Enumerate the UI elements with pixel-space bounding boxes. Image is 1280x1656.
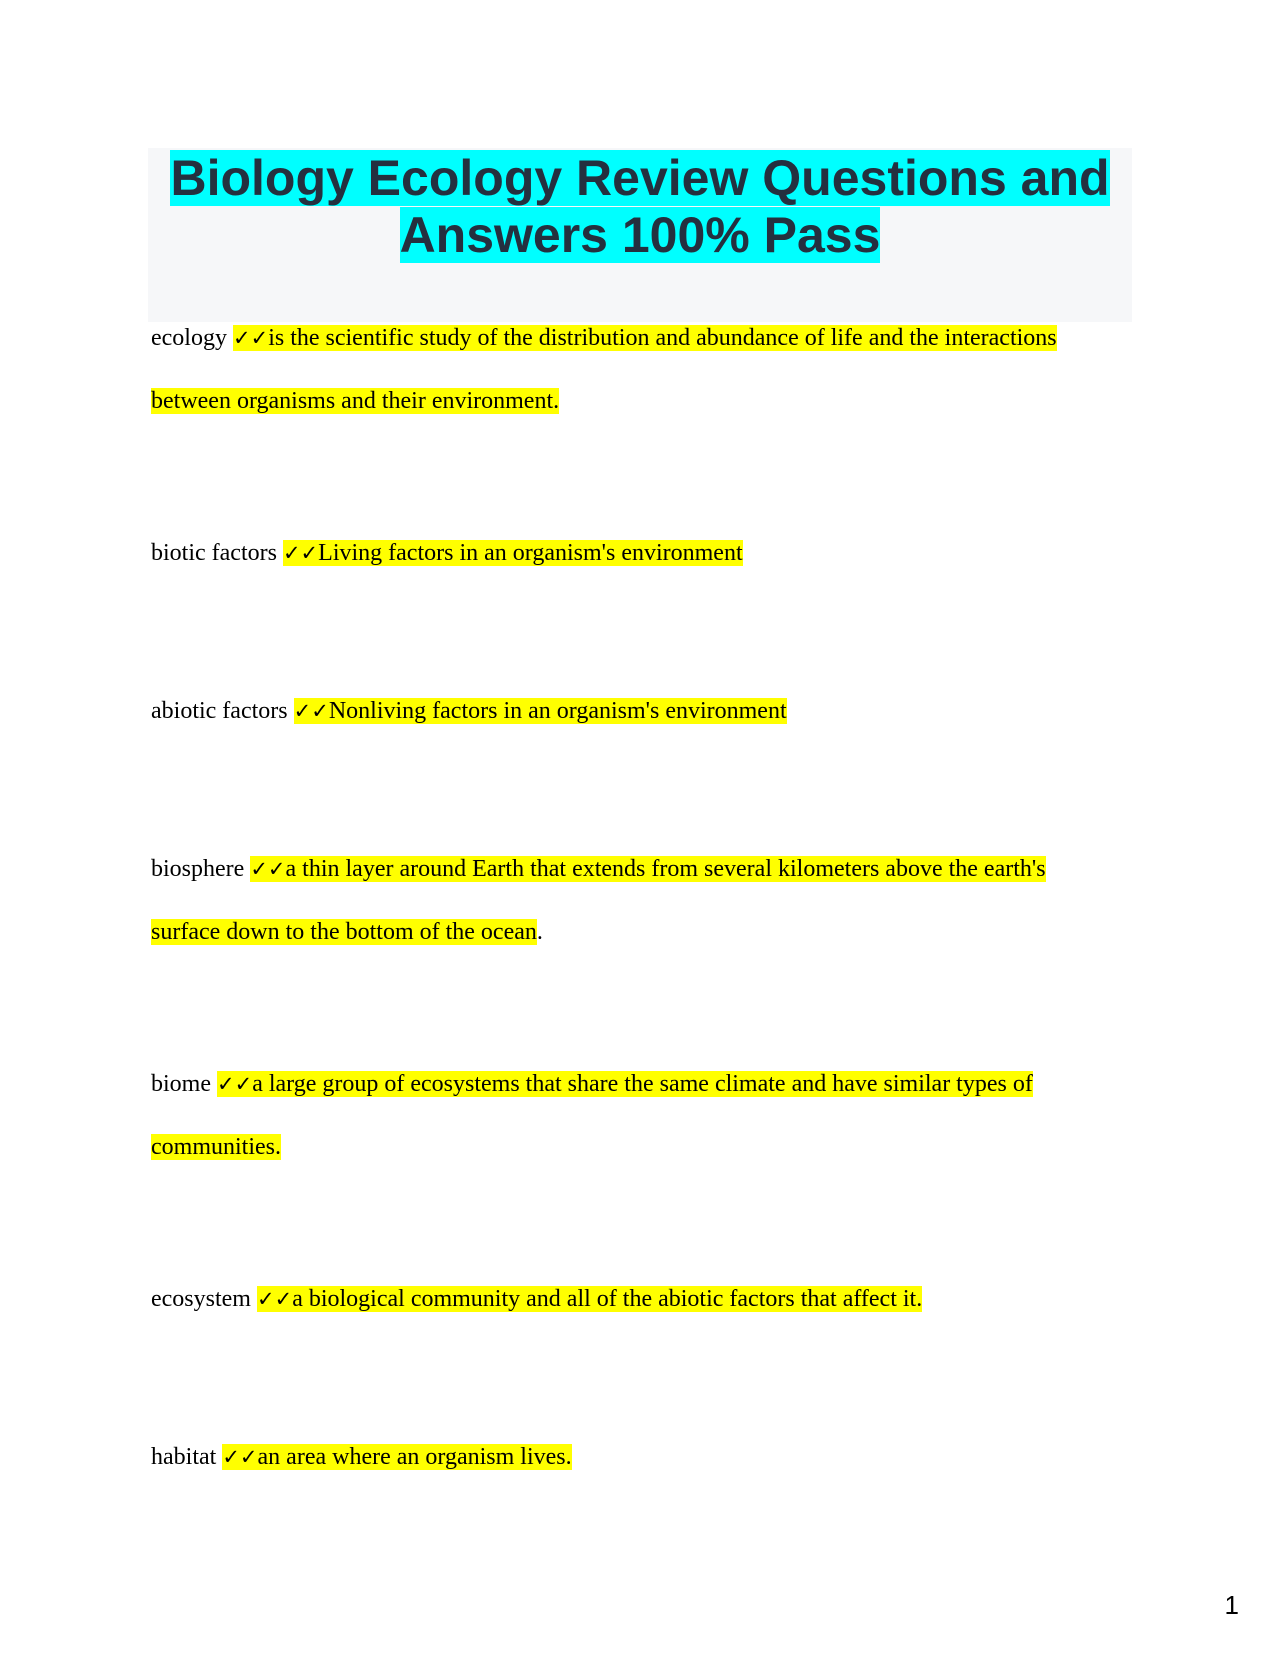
entry-habitat [151, 1426, 1111, 1489]
double-check-icon: ✓✓ [256, 1287, 293, 1311]
definition: ✓✓Nonliving factors in an organism's environment [293, 698, 787, 724]
entry-abiotic-factors [151, 680, 1111, 743]
entry-biotic-factors [151, 522, 1111, 585]
term: ecosystem [151, 1286, 251, 1312]
entry-biosphere: biosphere ✓✓a thin layer around Earth that extends from several kilometers above the earth's surface down to the bottom of the ocean. [151, 856, 1046, 945]
document-title [148, 150, 1132, 264]
term: abiotic factors [151, 698, 288, 724]
term: biotic factors [151, 540, 277, 566]
term: biosphere [151, 856, 245, 882]
entry-ecosystem [151, 1268, 1111, 1331]
double-check-icon: ✓✓ [217, 1072, 253, 1096]
definition: ✓✓Living factors in an organism's environment [282, 540, 743, 566]
definition: ✓✓a biological community and all of the abiotic factors that affect it. [256, 1286, 923, 1312]
definition: ✓✓an area where an organism lives. [222, 1444, 572, 1470]
entry-ecology [151, 307, 1111, 433]
term: ecology [151, 325, 227, 351]
title-line-2: Answers 100% Pass [399, 207, 881, 263]
double-check-icon: ✓✓ [232, 326, 269, 350]
term: biome [151, 1071, 211, 1097]
definition: ✓✓a large group of ecosystems that share the same climate and have similar types of communities. [151, 1071, 1033, 1160]
definition: ✓✓a thin layer around Earth that extends from several kilometers above the earth's surface down to the bottom of the ocean [151, 856, 1046, 945]
double-check-icon: ✓✓ [282, 541, 319, 565]
double-check-icon: ✓✓ [250, 857, 286, 881]
entry-biome [151, 1053, 1111, 1179]
definition: ✓✓is the scientific study of the distribution and abundance of life and the interactions between organisms and their environment. [151, 325, 1057, 414]
term: habitat [151, 1444, 217, 1470]
title-line-1: Biology Ecology Review Questions and [170, 150, 1110, 206]
page-number: 1 [1224, 1590, 1239, 1620]
double-check-icon: ✓✓ [293, 699, 329, 723]
double-check-icon: ✓✓ [222, 1445, 258, 1469]
